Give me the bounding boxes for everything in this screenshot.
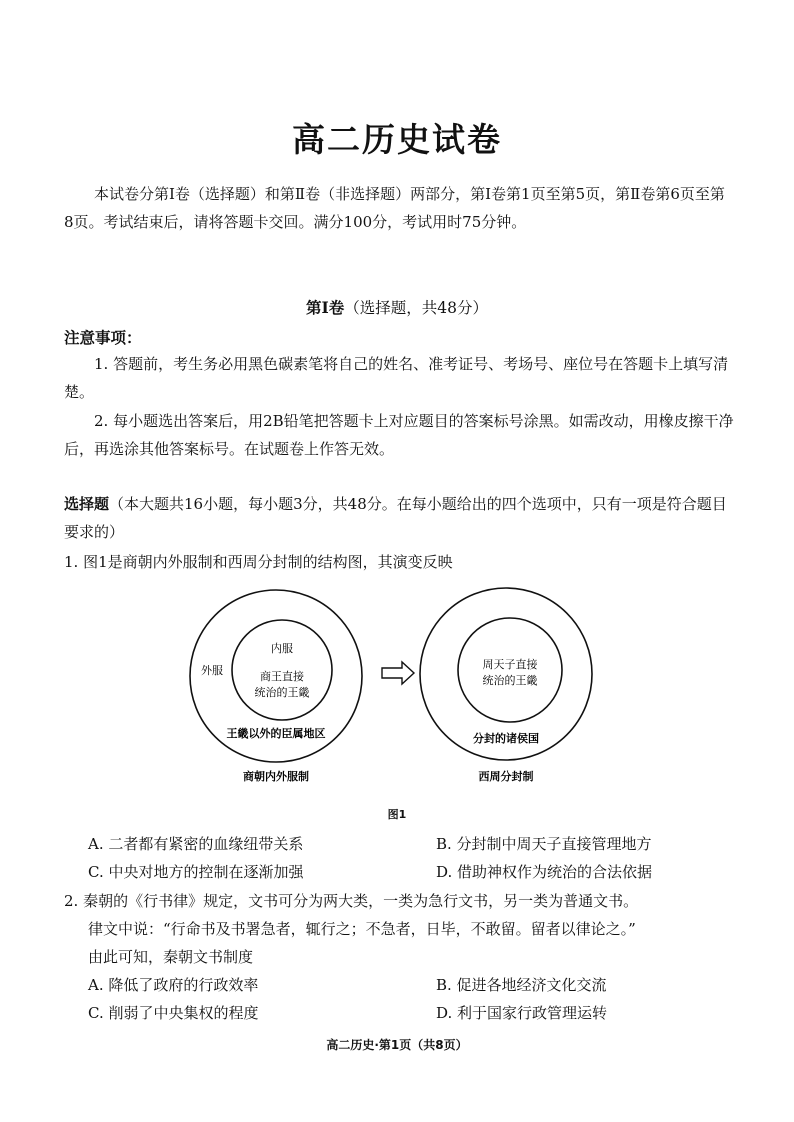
right-inner-line1: 周天子直接 [482, 658, 538, 671]
question-1-stem: 1. 图1是商朝内外服制和西周分封制的结构图，其演变反映 [64, 553, 453, 571]
figure-1-caption: 图1 [387, 808, 407, 821]
right-outer-bottom: 分封的诸侯国 [473, 732, 539, 745]
q1-option-a[interactable]: A. 二者都有紧密的血缘纽带关系 [88, 835, 304, 853]
q1-option-d[interactable]: D. 借助神权作为统治的合法依据 [436, 863, 653, 881]
notice-heading: 注意事项： [64, 328, 142, 347]
q2-option-c[interactable]: C. 削弱了中央集权的程度 [88, 1004, 259, 1022]
figure-1-diagram [180, 584, 600, 794]
section-heading [0, 296, 794, 318]
q2-option-a[interactable]: A. 降低了政府的行政效率 [88, 976, 259, 994]
left-inner-line2: 统治的王畿 [254, 686, 310, 699]
choice-label: 选择题 [64, 495, 110, 513]
evolution-arrow [382, 662, 414, 684]
choice-instructions [64, 490, 734, 546]
page-footer: 高二历史·第1页（共8页） [326, 1038, 468, 1052]
exam-intro: 本试卷分第Ⅰ卷（选择题）和第Ⅱ卷（非选择题）两部分，第Ⅰ卷第1页至第5页，第Ⅱ卷第6页至第8页。考试结束后，请将答题卡交回。满分100分，考试用时75分钟。 [64, 185, 725, 231]
left-outer-bottom: 王畿以外的臣属地区 [226, 727, 326, 740]
question-2-line-1: 2. 秦朝的《行书律》规定，文书可分为两大类，一类为急行文书，另一类为普通文书。 [64, 892, 639, 910]
left-caption: 商朝内外服制 [243, 770, 309, 783]
q1-option-b[interactable]: B. 分封制中周天子直接管理地方 [436, 835, 652, 853]
question-2-line-3: 由此可知，秦朝文书制度 [88, 948, 254, 966]
q1-option-c[interactable]: C. 中央对地方的控制在逐渐加强 [88, 863, 304, 881]
right-inner-line2: 统治的王畿 [482, 674, 538, 687]
left-inner-top: 内服 [271, 642, 293, 655]
choice-text: （本大题共16小题，每小题3分，共48分。在每小题给出的四个选项中，只有一项是符合题目要求的） [64, 495, 727, 541]
right-caption: 西周分封制 [478, 770, 534, 783]
section-label: 第Ⅰ卷 [306, 298, 345, 317]
left-outer-label: 外服 [201, 664, 223, 677]
notice-item-1: 1. 答题前，考生务必用黑色碳素笔将自己的姓名、准考证号、考场号、座位号在答题卡上填写清楚。 [64, 355, 729, 401]
question-2-line-2: 律文中说：“行命书及书署急者，辄行之；不急者，日毕，不敢留。留者以律论之。” [88, 920, 636, 938]
section-suffix: （选择题，共48分） [344, 299, 488, 317]
notice-item-2: 2. 每小题选出答案后，用2B铅笔把答题卡上对应题目的答案标号涂黑。如需改动，用橡皮擦干净后，再选涂其他答案标号。在试题卷上作答无效。 [64, 412, 734, 458]
q2-option-b[interactable]: B. 促进各地经济文化交流 [436, 976, 607, 994]
q2-option-d[interactable]: D. 利于国家行政管理运转 [436, 1004, 608, 1022]
left-inner-line1: 商王直接 [260, 670, 304, 683]
exam-title: 高二历史试卷 [292, 120, 502, 159]
